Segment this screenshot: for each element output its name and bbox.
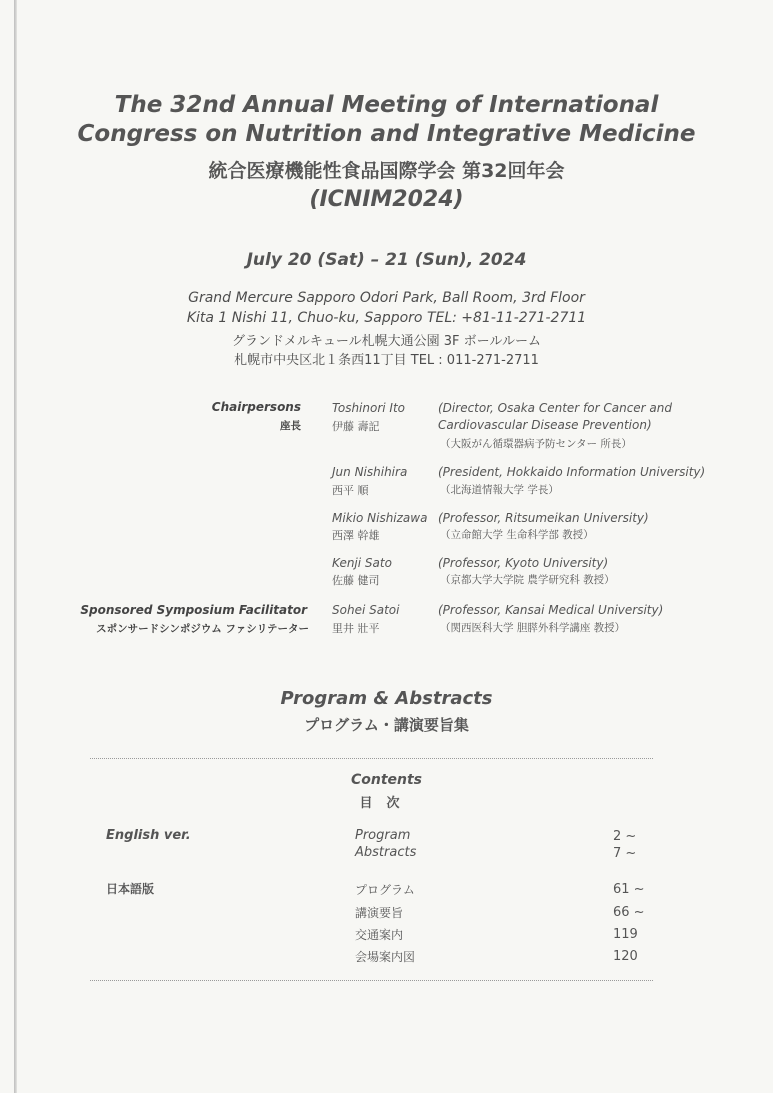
- person-name-ja: 佐藤 健司: [332, 574, 380, 587]
- person-affiliation-ja: （関西医科大学 胆膵外科学講座 教授）: [440, 622, 626, 634]
- contents-heading-ja: 目次: [359, 796, 414, 811]
- contents-heading: Contents: [350, 772, 423, 788]
- role-facilitator-ja: スポンサードシンポジウム ファシリテーター: [96, 623, 309, 635]
- toc-page: 61 ~: [613, 882, 645, 897]
- program-abstracts-title-ja: プログラム・講演要旨集: [304, 716, 469, 734]
- toc-section-japanese: 日本語版: [106, 882, 155, 896]
- toc-item: 交通案内: [355, 928, 404, 942]
- person-name-ja: 里井 壯平: [332, 622, 380, 635]
- person-affiliation: (President, Hokkaido Information University): [438, 465, 706, 479]
- toc-page: 120: [613, 949, 638, 964]
- toc-page: 7 ~: [613, 846, 637, 861]
- toc-page: 66 ~: [613, 905, 645, 920]
- venue-line-4: 札幌市中央区北１条西11丁目 TEL : 011-271-2711: [234, 353, 539, 368]
- title-japanese: 統合医療機能性食品国際学会 第32回年会: [208, 160, 565, 182]
- person-name: Mikio Nishizawa: [332, 511, 428, 525]
- person-name: Jun Nishihira: [332, 465, 408, 479]
- divider-bottom: [90, 980, 653, 981]
- title-line-1: The 32nd Annual Meeting of International: [114, 92, 659, 118]
- toc-item: 講演要旨: [355, 906, 404, 920]
- person-affiliation: (Professor, Kansai Medical University): [438, 603, 664, 617]
- person-affiliation-cont: Cardiovascular Disease Prevention): [438, 418, 652, 432]
- venue-line-1: Grand Mercure Sapporo Odori Park, Ball Room, 3rd Floor: [188, 290, 585, 306]
- toc-item: Abstracts: [355, 845, 417, 860]
- person-name: Toshinori Ito: [332, 401, 405, 415]
- toc-item: 会場案内図: [355, 950, 416, 964]
- role-facilitator: Sponsored Symposium Facilitator: [80, 603, 307, 617]
- person-name-ja: 伊藤 壽記: [332, 420, 380, 433]
- program-abstracts-title: Program & Abstracts: [280, 688, 493, 709]
- toc-page: 2 ~: [613, 829, 637, 844]
- title-acronym: (ICNIM2024): [309, 187, 464, 212]
- person-name: Kenji Sato: [332, 556, 392, 570]
- person-affiliation-ja: （北海道情報大学 学長）: [440, 484, 559, 496]
- person-name-ja: 西平 順: [332, 484, 369, 497]
- person-affiliation-ja: （立命館大学 生命科学部 教授）: [440, 529, 594, 541]
- toc-item: Program: [355, 828, 411, 843]
- title-line-2: Congress on Nutrition and Integrative Medicine: [77, 121, 696, 147]
- divider-top: [90, 758, 653, 759]
- role-chairpersons: Chairpersons: [211, 400, 301, 414]
- role-chairpersons-ja: 座長: [280, 420, 301, 432]
- venue-line-2: Kita 1 Nishi 11, Chuo-ku, Sapporo TEL: +81-11-271-2711: [186, 310, 587, 326]
- toc-item: プログラム: [355, 883, 415, 897]
- person-name: Sohei Satoi: [332, 603, 400, 617]
- person-name-ja: 西澤 幹雄: [332, 529, 380, 542]
- person-affiliation: (Professor, Ritsumeikan University): [438, 511, 649, 525]
- person-affiliation: (Professor, Kyoto University): [438, 556, 609, 570]
- person-affiliation-ja: （大阪がん循環器病予防センター 所長）: [440, 438, 632, 450]
- person-affiliation: (Director, Osaka Center for Cancer and: [438, 401, 673, 415]
- toc-section-english: English ver.: [106, 828, 191, 843]
- toc-page: 119: [613, 927, 638, 942]
- person-affiliation-ja: （京都大学大学院 農学研究科 教授）: [440, 574, 615, 586]
- venue-line-3: グランドメルキュール札幌大通公園 3F ボールルーム: [231, 334, 542, 349]
- meeting-date: July 20 (Sat) – 21 (Sun), 2024: [246, 250, 527, 270]
